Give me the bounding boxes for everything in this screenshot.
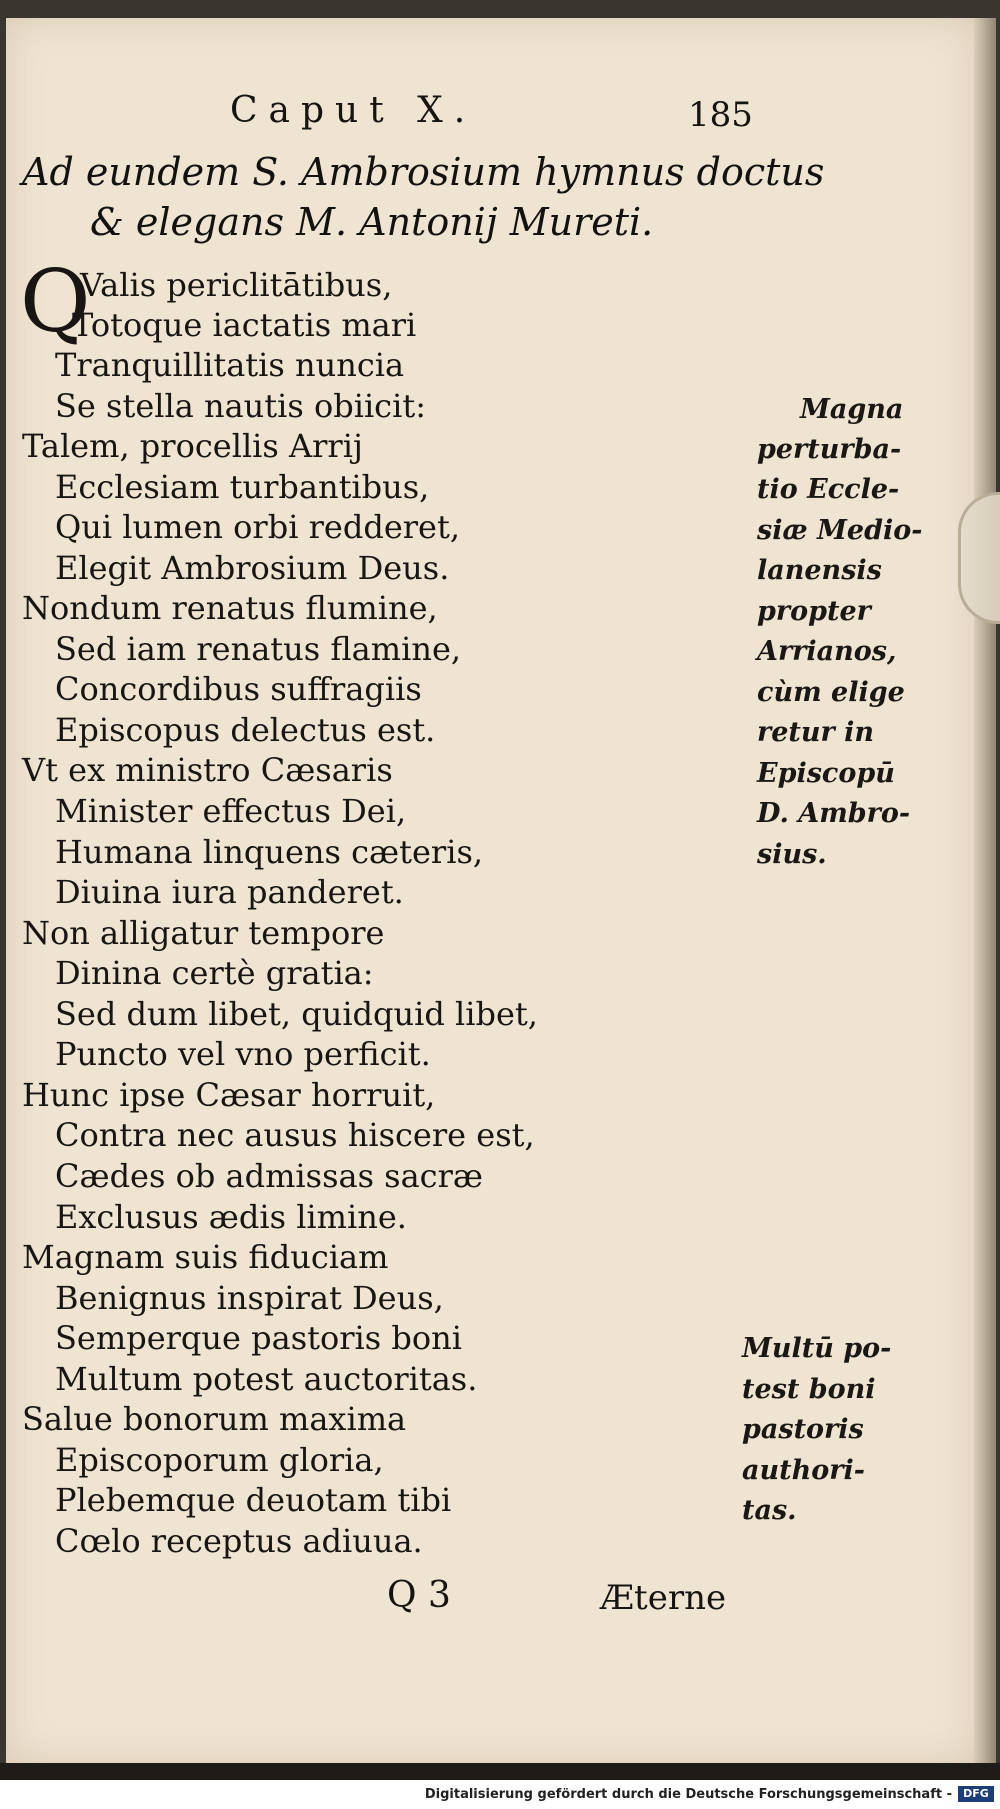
verse-line: Episcopus delectus est. xyxy=(55,711,436,749)
verse-line: Salue bonorum maxima xyxy=(22,1400,407,1438)
margin-note-line: perturba- xyxy=(757,434,902,465)
margin-note-line: tio Eccle- xyxy=(757,474,900,505)
margin-note-line: authori- xyxy=(742,1455,865,1486)
margin-note-line: retur in xyxy=(757,717,875,748)
margin-note-line: D. Ambro- xyxy=(757,798,911,829)
digitization-footer xyxy=(0,1780,1000,1809)
running-head: Caput X. xyxy=(230,90,477,131)
verse-line: Concordibus suffragiis xyxy=(55,670,422,708)
verse-line: Talem, procellis Arrij xyxy=(22,427,363,465)
verse-line: Semperque pastoris boni xyxy=(55,1319,462,1357)
verse-line: Benignus inspirat Deus, xyxy=(55,1279,444,1317)
margin-note-line: cùm elige xyxy=(757,677,905,708)
verse-line: Nondum renatus flumine, xyxy=(22,589,438,627)
margin-note-line: pastoris xyxy=(742,1414,864,1445)
verse-line: Sed dum libet, quidquid libet, xyxy=(55,995,538,1033)
verse-line: Diuina iura panderet. xyxy=(55,873,404,911)
signature-mark: Q 3 xyxy=(387,1575,451,1616)
verse-line: Ecclesiam turbantibus, xyxy=(55,468,430,506)
verse-line: Episcoporum gloria, xyxy=(55,1441,384,1479)
funding-credit: Digitalisierung gefördert durch die Deutsche Forschungsgemeinschaft - xyxy=(424,1787,952,1802)
verse-line: Tranquillitatis nuncia xyxy=(55,346,405,384)
verse-line: Humana linquens cæteris, xyxy=(55,833,484,871)
verse-line: Magnam suis fiduciam xyxy=(22,1238,389,1276)
verse-line: Cædes ob admissas sacræ xyxy=(55,1157,483,1195)
catchword: Æterne xyxy=(600,1578,727,1618)
verse-line: Sed iam renatus flamine, xyxy=(55,630,462,668)
margin-note-line: tas. xyxy=(742,1495,797,1526)
margin-note-line: test boni xyxy=(742,1374,876,1405)
verse-line: Plebemque deuotam tibi xyxy=(55,1481,452,1519)
margin-note-line: Multū po- xyxy=(742,1333,892,1364)
verse-line: Se stella nautis obiicit: xyxy=(55,387,426,425)
verse-line: Totoque iactatis mari xyxy=(72,306,417,344)
margin-note-line: sius. xyxy=(757,839,827,870)
verse-line: Dinina certè gratia: xyxy=(55,954,374,992)
verse-line: Hunc ipse Cæsar horruit, xyxy=(22,1076,436,1114)
page-edge xyxy=(974,18,996,1763)
margin-note-line: siæ Medio- xyxy=(757,515,923,546)
margin-note-line: propter xyxy=(757,596,871,627)
dfg-logo: DFG xyxy=(958,1786,994,1802)
margin-note-line: Episcopū xyxy=(757,758,895,789)
verse-line: Exclusus ædis limine. xyxy=(55,1198,407,1236)
margin-note-line: Magna xyxy=(800,394,904,425)
margin-note-line: Arrianos, xyxy=(757,636,897,667)
drop-capital: Q xyxy=(20,252,91,352)
verse-line: Cœlo receptus adiuua. xyxy=(55,1522,423,1560)
page-clip xyxy=(958,492,1000,624)
hymn-title-line-1: Ad eundem S. Ambrosium hymnus doctus xyxy=(22,150,825,194)
verse-line: Multum potest auctoritas. xyxy=(55,1360,478,1398)
verse-line: Minister effectus Dei, xyxy=(55,792,407,830)
scan-bottom-edge xyxy=(0,1763,1000,1780)
margin-note-line: lanensis xyxy=(757,555,882,586)
hymn-title-line-2: & elegans M. Antonij Mureti. xyxy=(90,200,654,244)
verse-line: Qui lumen orbi redderet, xyxy=(55,508,461,546)
page-number: 185 xyxy=(688,95,753,135)
verse-line: Puncto vel vno perficit. xyxy=(55,1035,431,1073)
verse-line: Vt ex ministro Cæsaris xyxy=(22,751,393,789)
verse-line: Contra nec ausus hiscere est, xyxy=(55,1116,535,1154)
verse-line: Elegit Ambrosium Deus. xyxy=(55,549,450,587)
verse-line: Valis periclitātibus, xyxy=(80,266,393,304)
verse-line: Non alligatur tempore xyxy=(22,914,385,952)
